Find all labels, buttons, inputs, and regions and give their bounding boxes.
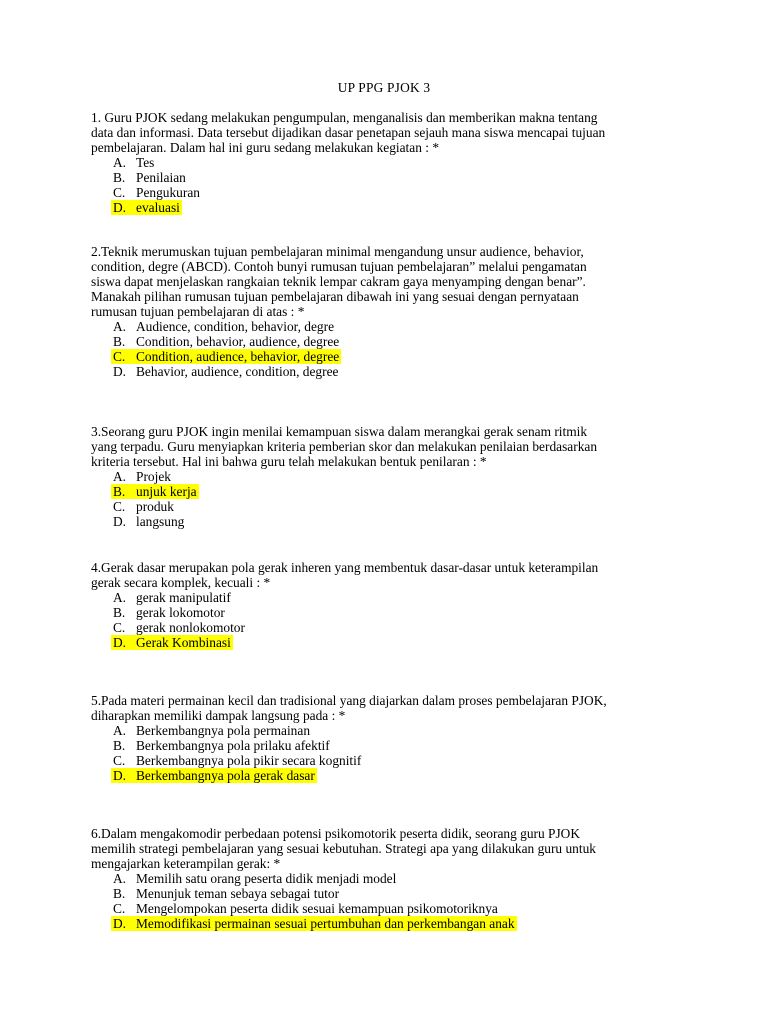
option-b — [91, 334, 681, 349]
option-list — [91, 871, 681, 931]
option-letter: C. — [113, 620, 126, 635]
option-letter: A. — [113, 723, 127, 738]
option-c — [91, 620, 681, 635]
option-text: langsung — [136, 514, 185, 529]
option-text: Berkembangnya pola pikir secara kognitif — [136, 753, 362, 768]
option-text: Memilih satu orang peserta didik menjadi model — [136, 871, 397, 886]
question-5 — [91, 693, 681, 783]
option-d — [91, 768, 681, 783]
option-text: Projek — [136, 469, 171, 484]
option-letter: C. — [113, 753, 126, 768]
option-letter: D. — [113, 200, 127, 215]
option-letter: A. — [113, 469, 127, 484]
option-text: Gerak Kombinasi — [136, 635, 231, 650]
option-text: evaluasi — [136, 200, 180, 215]
option-text: gerak nonlokomotor — [136, 620, 245, 635]
option-text: gerak manipulatif — [136, 590, 231, 605]
option-letter: C. — [113, 185, 126, 200]
option-d — [91, 514, 681, 529]
option-b — [91, 886, 681, 901]
option-text: Tes — [136, 155, 155, 170]
option-letter: C. — [113, 499, 126, 514]
option-list — [91, 590, 681, 650]
option-text: Pengukuran — [136, 185, 200, 200]
option-letter: C. — [113, 901, 126, 916]
option-b — [91, 738, 681, 753]
question-stem: 4.Gerak dasar merupakan pola gerak inheren yang membentuk dasar-dasar untuk keterampilan gerak secara komplek, kecuali : * — [91, 560, 599, 590]
option-a — [91, 590, 681, 605]
question-stem: 5.Pada materi permainan kecil dan tradisional yang diajarkan dalam proses pembelajaran PJOK, diharapkan memiliki dampak langsung pada : * — [91, 693, 607, 723]
option-letter: A. — [113, 871, 127, 886]
option-letter: B. — [113, 738, 126, 753]
option-text: Condition, behavior, audience, degree — [136, 334, 340, 349]
option-text: produk — [136, 499, 174, 514]
option-c — [91, 753, 681, 768]
option-letter: B. — [113, 886, 126, 901]
option-letter: B. — [113, 334, 126, 349]
option-c — [91, 185, 681, 200]
option-d — [91, 916, 681, 931]
option-list — [91, 319, 681, 379]
option-letter: B. — [113, 170, 126, 185]
option-list — [91, 155, 681, 215]
option-letter: B. — [113, 605, 126, 620]
option-letter: A. — [113, 590, 127, 605]
option-text: unjuk kerja — [136, 484, 197, 499]
option-text: gerak lokomotor — [136, 605, 225, 620]
option-text: Berkembangnya pola permainan — [136, 723, 311, 738]
option-list — [91, 469, 681, 529]
option-text: Behavior, audience, condition, degree — [136, 364, 339, 379]
option-text: Penilaian — [136, 170, 186, 185]
option-d — [91, 364, 681, 379]
option-text: Condition, audience, behavior, degree — [136, 349, 340, 364]
option-a — [91, 469, 681, 484]
option-text: Memodifikasi permainan sesuai pertumbuhan dan perkembangan anak — [136, 916, 515, 931]
option-letter: C. — [113, 349, 126, 364]
option-text: Mengelompokan peserta didik sesuai kemampuan psikomotoriknya — [136, 901, 498, 916]
option-text: Berkembangnya pola prilaku afektif — [136, 738, 330, 753]
option-letter: D. — [113, 768, 127, 783]
option-text: Audience, condition, behavior, degre — [136, 319, 335, 334]
option-c — [91, 499, 681, 514]
option-c — [91, 901, 681, 916]
question-stem: 6.Dalam mengakomodir perbedaan potensi psikomotorik peserta didik, seorang guru PJOK memilih strategi pembelajaran yang sesuai kebutuhan. Strategi apa yang dilakukan guru untuk mengajarkan keterampilan gerak: * — [91, 826, 596, 871]
option-text: Berkembangnya pola gerak dasar — [136, 768, 315, 783]
question-1 — [91, 110, 681, 215]
option-d — [91, 200, 681, 215]
question-stem: 1. Guru PJOK sedang melakukan pengumpulan, menganalisis dan memberikan makna tentang data dan informasi. Data tersebut dijadikan dasar penetapan sejauh mana siswa mencapai tujuan pembelajaran. Dalam hal ini guru sedang melakukan kegiatan : * — [91, 110, 606, 155]
question-4 — [91, 560, 681, 650]
option-letter: D. — [113, 364, 127, 379]
page-title: UP PPG PJOK 3 — [337, 80, 431, 95]
question-stem: 2.Teknik merumuskan tujuan pembelajaran minimal mengandung unsur audience, behavior, condition, degre (ABCD). Contoh bunyi rumusan tujuan pembelajaran” melalui pengamatan siswa dapat menjelaskan rangkaian teknik lempar cakram gaya menyamping dengan benar”. Manakah pilihan rumusan tujuan pembelajaran dibawah ini yang sesuai dengan pernyataan rumusan tujuan pembelajaran di atas : * — [91, 244, 587, 319]
option-letter: A. — [113, 319, 127, 334]
option-a — [91, 723, 681, 738]
option-letter: D. — [113, 916, 127, 931]
option-letter: D. — [113, 635, 127, 650]
option-b — [91, 605, 681, 620]
option-b — [91, 484, 681, 499]
option-a — [91, 155, 681, 170]
question-stem: 3.Seorang guru PJOK ingin menilai kemampuan siswa dalam merangkai gerak senam ritmik yang terpadu. Guru menyiapkan kriteria pemberian skor dan melakukan penilaian berdasarkan kriteria tersebut. Hal ini bahwa guru telah melakukan bentuk penilaran : * — [91, 424, 598, 469]
option-b — [91, 170, 681, 185]
option-letter: B. — [113, 484, 126, 499]
option-letter: A. — [113, 155, 127, 170]
question-2 — [91, 244, 681, 379]
question-3 — [91, 424, 681, 529]
option-letter: D. — [113, 514, 127, 529]
option-a — [91, 871, 681, 886]
option-c — [91, 349, 681, 364]
option-d — [91, 635, 681, 650]
option-a — [91, 319, 681, 334]
option-list — [91, 723, 681, 783]
question-6 — [91, 826, 681, 931]
option-text: Menunjuk teman sebaya sebagai tutor — [136, 886, 340, 901]
